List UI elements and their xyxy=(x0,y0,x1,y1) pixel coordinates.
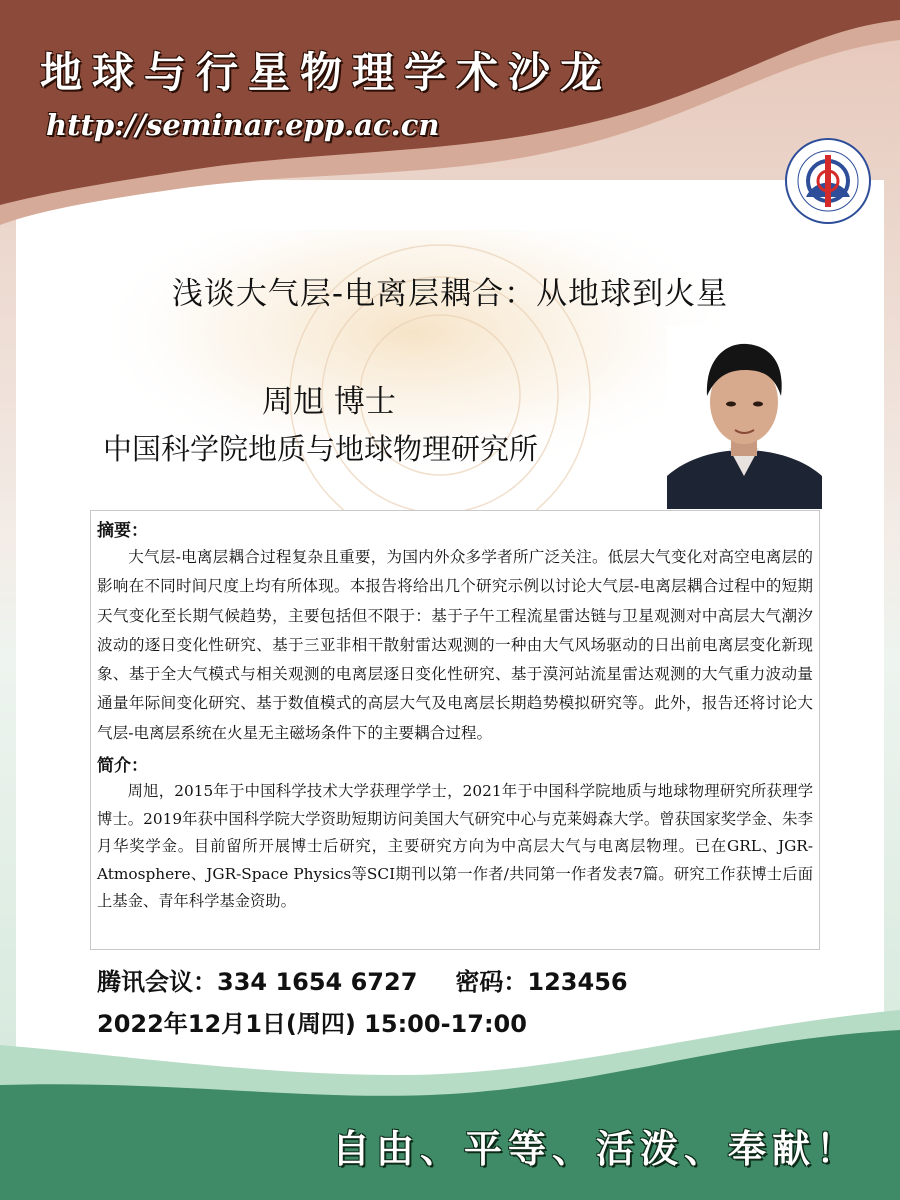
tencent-meeting-id: 腾讯会议：334 1654 6727 xyxy=(97,968,418,996)
meeting-datetime: 2022年12月1日(周四) 15:00-17:00 xyxy=(97,1010,527,1038)
series-title: 地球与行星物理学术沙龙 xyxy=(40,48,613,97)
seminar-url[interactable]: http://seminar.epp.ac.cn xyxy=(46,108,440,142)
abstract-heading: 摘要： xyxy=(97,521,148,541)
talk-title: 浅谈大气层-电离层耦合：从地球到火星 xyxy=(171,276,729,312)
bio-heading: 简介： xyxy=(97,756,148,777)
speaker-name: 周旭 博士 xyxy=(262,384,396,420)
meeting-password: 密码：123456 xyxy=(455,968,628,996)
footer-motto: 自由、平等、活泼、奉献！ xyxy=(331,1126,860,1171)
institute-logo-icon xyxy=(784,137,872,225)
abstract-text: 大气层-电离层耦合过程复杂且重要，为国内外众多学者所广泛关注。低层大气变化对高空电离层的影响在不同时间尺度上均有所体现。本报告将给出几个研究示例以讨论大气层-电离层耦合过程中的短期天气变化至长期气候趋势，主要包括但不限于：基于子午工程流星雷达链与卫星观测对中高层大气潮汐波动的逐日变化性研究、基于三亚非相干散射雷达观测的一种由大气风场驱动的日出前电离层变化新现象、基于全大气模式与相关观测的电离层逐日变化性研究、基于漠河站流星雷达观测的大气重力波动量通量年际间变化研究、基于数值模式的高层大气及电离层长期趋势模拟研究等。此外，报告还将讨论大气层-电离层系统在火星无主磁场条件下的主要耦合过程。 xyxy=(97,548,813,742)
meeting-info xyxy=(97,962,628,997)
bio-text: 周旭，2015年于中国科学技术大学获理学学士，2021年于中国科学院地质与地球物理研究所获理学博士。2019年获中国科学院大学资助短期访问美国大气研究中心与克莱姆森大学。曾获国家奖学金、朱李月华奖学金。目前留所开展博士后研究，主要研究方向为中高层大气与电离层物理。已在GRL、JGR-Atmosphere、JGR-Space Physics等SCI期刊以第一作者/共同第一作者发表7篇。研究工作获博士后面上基金、青年科学基金资助。 xyxy=(97,782,813,911)
content-box xyxy=(90,510,820,950)
speaker-affiliation: 中国科学院地质与地球物理研究所 xyxy=(103,432,539,466)
speaker-photo xyxy=(667,326,822,509)
